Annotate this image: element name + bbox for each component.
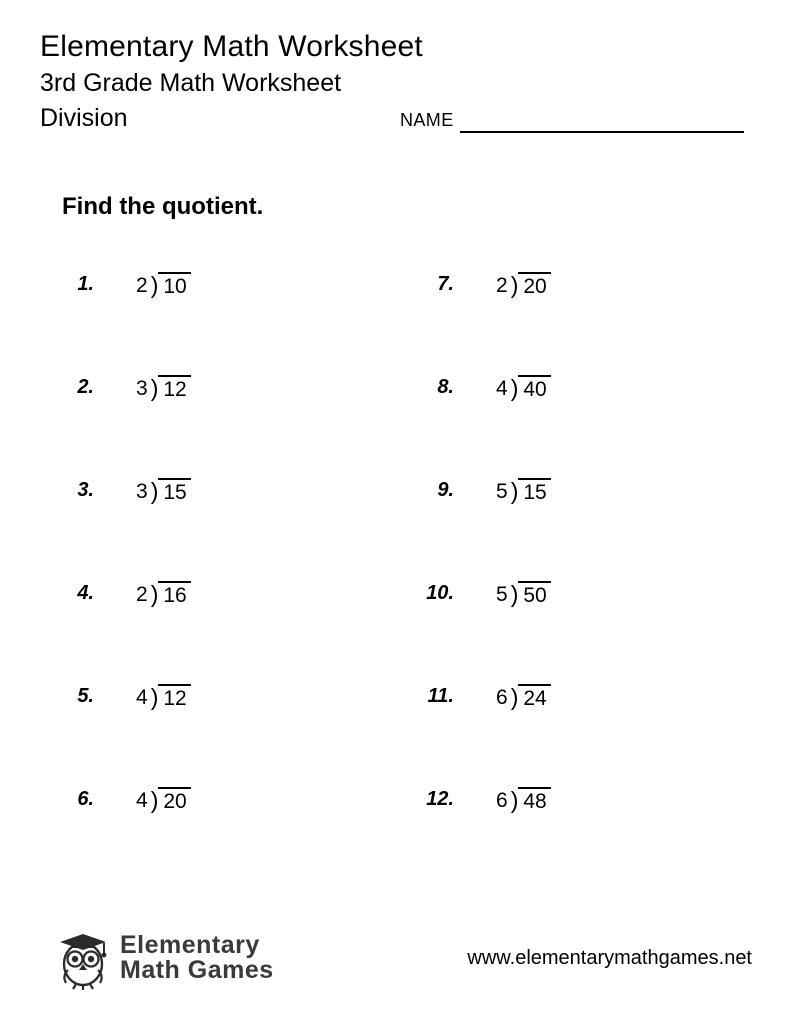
problem-item xyxy=(40,358,400,461)
problem-item xyxy=(400,255,760,358)
dividend: 12 xyxy=(158,684,190,710)
division-paren: ) xyxy=(150,580,159,607)
problem-item xyxy=(40,461,400,564)
problem-item xyxy=(400,667,760,770)
division-expression xyxy=(496,461,551,504)
logo-line-1: Elementary xyxy=(120,931,260,959)
division-bracket xyxy=(151,685,191,710)
problem-item xyxy=(40,770,400,873)
problem-number: 4. xyxy=(77,581,94,604)
problem-number: 12. xyxy=(426,787,454,810)
division-paren: ) xyxy=(150,374,159,401)
division-bracket xyxy=(511,788,551,813)
division-expression xyxy=(496,358,551,401)
problem-number: 5. xyxy=(77,684,94,707)
instruction-text: Find the quotient. xyxy=(62,192,264,220)
division-bracket xyxy=(151,479,191,504)
page-title: Elementary Math Worksheet xyxy=(40,30,423,63)
divisor: 4 xyxy=(136,685,148,709)
division-expression xyxy=(136,667,191,710)
division-bracket xyxy=(151,582,191,607)
problem-number: 10. xyxy=(426,581,454,604)
dividend: 20 xyxy=(158,787,190,813)
logo-line-2: Math Games xyxy=(120,956,274,984)
division-expression xyxy=(496,564,551,607)
owl-graduate-icon xyxy=(54,926,112,990)
division-expression xyxy=(136,770,191,813)
site-logo xyxy=(54,926,274,990)
division-bracket xyxy=(151,788,191,813)
division-expression xyxy=(136,461,191,504)
problem-number: 9. xyxy=(437,478,454,501)
division-paren: ) xyxy=(150,683,159,710)
divisor: 6 xyxy=(496,685,508,709)
problem-item xyxy=(40,255,400,358)
division-paren: ) xyxy=(150,271,159,298)
dividend: 16 xyxy=(158,581,190,607)
division-paren: ) xyxy=(510,477,519,504)
problem-item xyxy=(400,358,760,461)
dividend: 12 xyxy=(158,375,190,401)
problem-number: 7. xyxy=(437,272,454,295)
divisor: 2 xyxy=(136,582,148,606)
dividend: 15 xyxy=(158,478,190,504)
divisor: 2 xyxy=(496,273,508,297)
worksheet-topic: Division xyxy=(40,103,128,132)
division-paren: ) xyxy=(510,683,519,710)
problem-number: 11. xyxy=(427,684,454,707)
division-expression xyxy=(136,255,191,298)
name-block xyxy=(400,110,744,133)
header-row xyxy=(40,103,756,133)
name-label: NAME xyxy=(400,109,454,130)
name-input-line[interactable] xyxy=(460,111,744,133)
divisor: 4 xyxy=(136,788,148,812)
problem-item xyxy=(400,770,760,873)
divisor: 2 xyxy=(136,273,148,297)
divisor: 6 xyxy=(496,788,508,812)
divisor: 3 xyxy=(136,479,148,503)
division-bracket xyxy=(511,273,551,298)
dividend: 20 xyxy=(518,272,550,298)
division-bracket xyxy=(511,376,551,401)
dividend: 40 xyxy=(518,375,550,401)
divisor: 5 xyxy=(496,479,508,503)
division-bracket xyxy=(511,479,551,504)
website-url: www.elementarymathgames.net xyxy=(467,946,752,969)
division-paren: ) xyxy=(510,786,519,813)
problem-number: 6. xyxy=(77,787,94,810)
logo-text xyxy=(120,933,274,983)
divisor: 4 xyxy=(496,376,508,400)
problem-grid xyxy=(40,255,756,873)
divisor: 5 xyxy=(496,582,508,606)
division-paren: ) xyxy=(510,271,519,298)
division-paren: ) xyxy=(510,374,519,401)
division-paren: ) xyxy=(150,477,159,504)
division-expression xyxy=(136,564,191,607)
problem-number: 8. xyxy=(437,375,454,398)
dividend: 50 xyxy=(518,581,550,607)
division-bracket xyxy=(151,376,191,401)
division-expression xyxy=(136,358,191,401)
division-expression xyxy=(496,667,551,710)
divisor: 3 xyxy=(136,376,148,400)
division-bracket xyxy=(511,685,551,710)
dividend: 15 xyxy=(518,478,550,504)
dividend: 24 xyxy=(518,684,550,710)
division-paren: ) xyxy=(150,786,159,813)
dividend: 48 xyxy=(518,787,550,813)
problem-number: 2. xyxy=(77,375,94,398)
division-bracket xyxy=(151,273,191,298)
page-subtitle: 3rd Grade Math Worksheet xyxy=(40,68,342,97)
problem-item xyxy=(400,564,760,667)
division-expression xyxy=(496,770,551,813)
division-bracket xyxy=(511,582,551,607)
problem-number: 1. xyxy=(77,272,94,295)
dividend: 10 xyxy=(158,272,190,298)
problem-number: 3. xyxy=(77,478,94,501)
problem-item xyxy=(40,667,400,770)
division-expression xyxy=(496,255,551,298)
page-footer xyxy=(0,915,800,1001)
division-paren: ) xyxy=(510,580,519,607)
problem-item xyxy=(40,564,400,667)
problem-item xyxy=(400,461,760,564)
